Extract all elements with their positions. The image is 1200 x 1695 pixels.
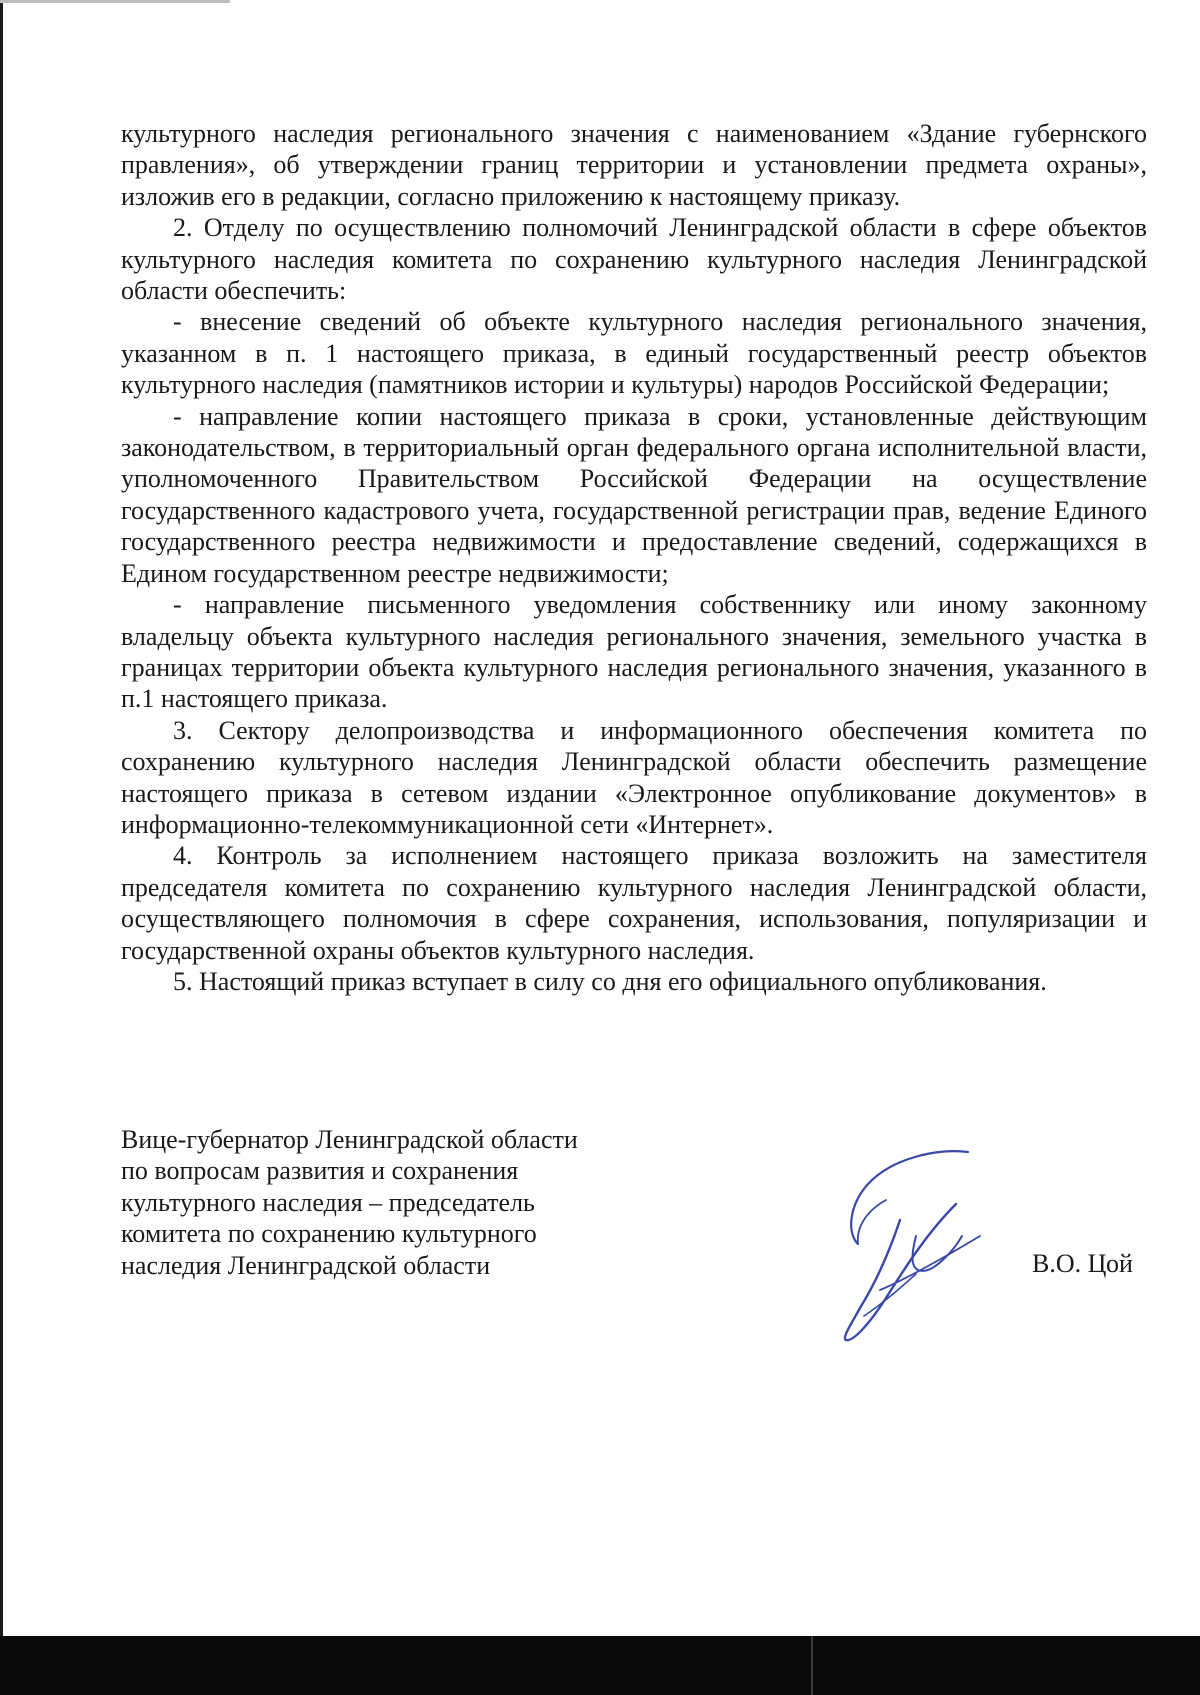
position-line: по вопросам развития и сохранения <box>121 1156 519 1186</box>
paragraph-continuation: культурного наследия регионального значения с наименованием «Здание губернского правления», об утверждении границ территории и установлении предмета охраны», изложив его в редакции, согласно приложению к настоящему приказу. <box>121 119 1147 211</box>
position-line: культурного наследия – председатель <box>121 1187 535 1217</box>
paragraph-item-4: 4. Контроль за исполнением настоящего приказа возложить на заместителя председателя комитета по сохранению культурного наследия Ленинградской области, осуществляющего полномочия в сфере сохранения, использования, популяризации и государственной охраны объектов культурного наследия. <box>121 841 1147 965</box>
handwritten-signature <box>820 1140 1010 1350</box>
document-body <box>121 118 1147 997</box>
scan-bottom-band <box>0 1636 1200 1695</box>
paragraph-item-2-bullet-3: - направление письменного уведомления собственнику или иному законному владельцу объекта культурного наследия регионального значения, земельного участка в границах территории объекта культурного наследия регионального значения, указанного в п.1 настоящего приказа. <box>121 590 1147 714</box>
position-line: комитета по сохранению культурного <box>121 1219 537 1249</box>
paragraph-item-2-bullet-2: - направление копии настоящего приказа в сроки, установленные действующим законодательством, в территориальный орган федерального органа исполнительной власти, уполномоченного Правительством Российской Федерации на осуществление государственного кадастрового учета, государственной регистрации прав, ведение Единого государственного реестра недвижимости и предоставление сведений, содержащихся в Едином государственном реестре недвижимости; <box>121 401 1147 588</box>
signatory-position <box>121 1124 578 1281</box>
position-line: Вице-губернатор Ленинградской области <box>121 1125 578 1154</box>
scan-bottom-seam <box>811 1636 813 1695</box>
scan-edge-left <box>0 0 3 1695</box>
signatory-name: В.О. Цой <box>1032 1249 1133 1278</box>
position-line: наследия Ленинградской области <box>121 1250 491 1280</box>
paragraph-item-5: 5. Настоящий приказ вступает в силу со дня его официального опубликования. <box>173 966 1047 996</box>
paragraph-item-2-bullet-1: - внесение сведений об объекте культурного наследия регионального значения, указанном в п. 1 настоящего приказа, в единый государственный реестр объектов культурного наследия (памятников истории и культуры) народов Российской Федерации; <box>121 307 1147 400</box>
scan-edge-top <box>0 0 230 3</box>
paragraph-item-2: 2. Отделу по осуществлению полномочий Ленинградской области в сфере объектов культурного наследия комитета по сохранению культурного наследия Ленинградской области обеспечить: <box>121 213 1147 306</box>
paragraph-item-3: 3. Сектору делопроизводства и информационного обеспечения комитета по сохранению культурного наследия Ленинградской области обеспечить размещение настоящего приказа в сетевом издании «Электронное опубликование документов» в информационно-телекоммуникационной сети «Интернет». <box>121 715 1147 839</box>
